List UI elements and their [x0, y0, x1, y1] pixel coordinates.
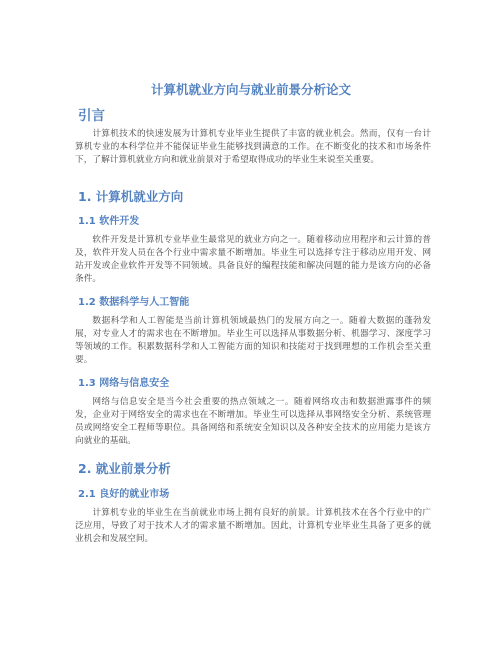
section-2-1-heading: 2.1 良好的就业市场 [78, 489, 170, 500]
section-1-2-paragraph: 数据科学和人工智能是当前计算机领域最热门的发展方向之一。随着大数据的蓬勃发展，对专业人才的需求也在不断增加。毕业生可以选择从事数据分析、机器学习、深度学习等领域的工作。积累数据科学和人工智能方面的知识和技能对于找到理想的工作机会至关重要。 [75, 316, 431, 366]
section-1-1-heading: 1.1 软件开发 [78, 216, 140, 227]
document-title: 计算机就业方向与就业前景分析论文 [150, 82, 351, 97]
section-1-1-paragraph: 软件开发是计算机专业毕业生最常见的就业方向之一。随着移动应用程序和云计算的普及，软件开发人员在各个行业中需求量不断增加。毕业生可以选择专注于移动应用开发、网站开发或企业软件开发等不同领域。具备良好的编程技能和解决问题的能力是该方向的必备条件。 [75, 235, 431, 285]
intro-heading: 引言 [78, 108, 105, 124]
section-1-3-heading: 1.3 网络与信息安全 [78, 378, 170, 389]
section-1-heading: 1. 计算机就业方向 [78, 189, 184, 204]
intro-paragraph: 计算机技术的快速发展为计算机专业毕业生提供了丰富的就业机会。然而，仅有一台计算机专业的本科学位并不能保证毕业生能够找到满意的工作。在不断变化的技术和市场条件下，了解计算机就业方向和就业前景对于希望取得成功的毕业生来说至关重要。 [75, 129, 431, 166]
section-2-heading: 2. 就业前景分析 [78, 461, 171, 476]
section-1-2-heading: 1.2 数据科学与人工智能 [78, 297, 190, 308]
section-2-1-paragraph: 计算机专业的毕业生在当前就业市场上拥有良好的前景。计算机技术在各个行业中的广泛应用，导致了对于技术人才的需求量不断增加。因此，计算机专业毕业生具备了更多的就业机会和发展空间。 [75, 508, 431, 545]
section-1-3-paragraph: 网络与信息安全是当今社会重要的热点领域之一。随着网络攻击和数据泄露事件的频发，企业对于网络安全的需求也在不断增加。毕业生可以选择从事网络安全分析、系统管理员或网络安全工程师等职位。具备网络和系统安全知识以及各种安全技术的应用能力是该方向就业的基础。 [75, 397, 431, 447]
